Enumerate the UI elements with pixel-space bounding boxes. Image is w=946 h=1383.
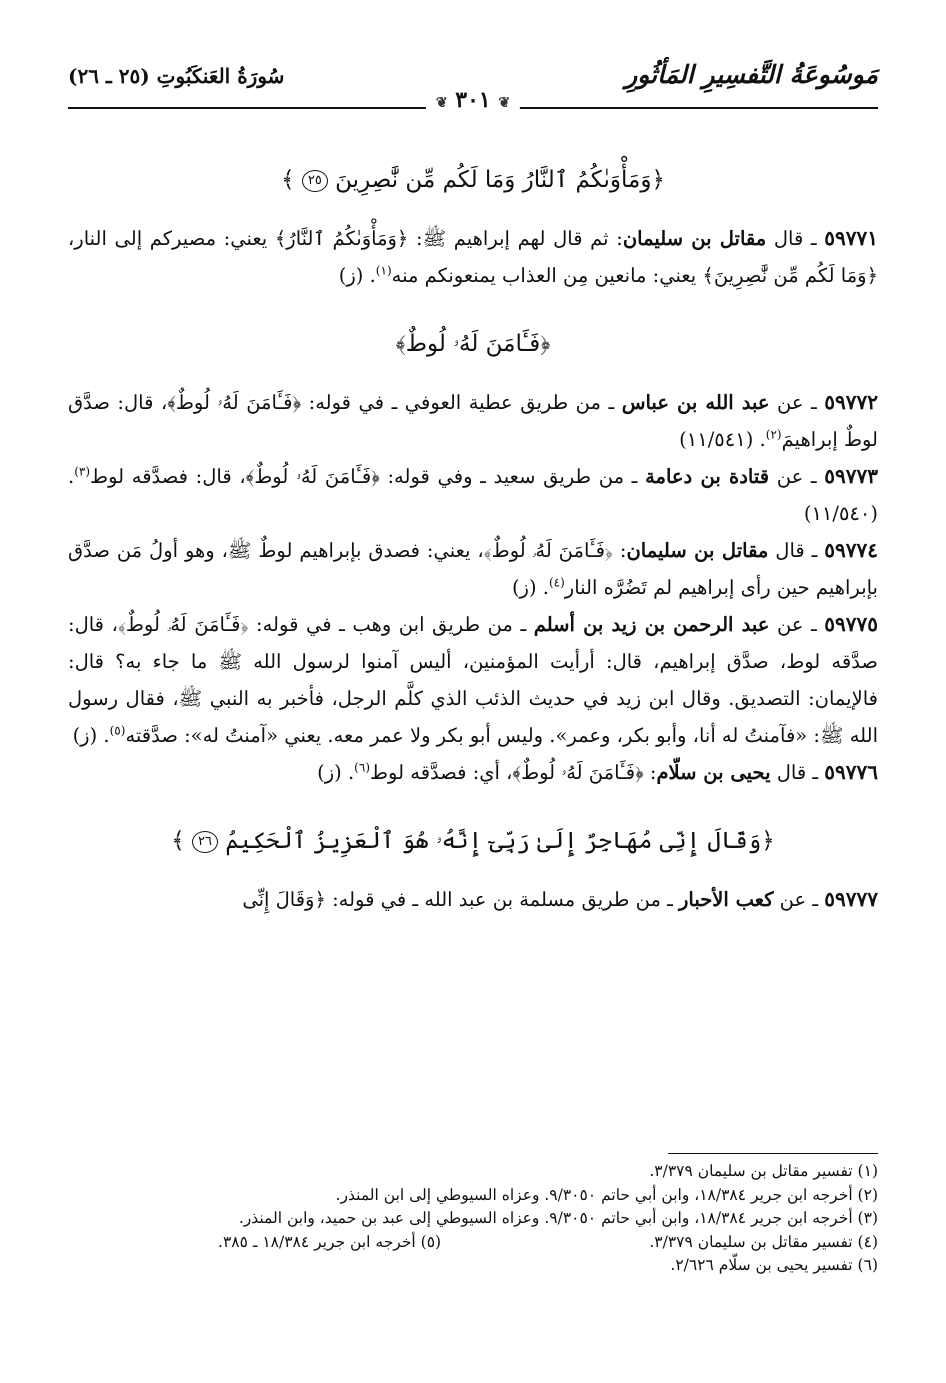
verse-text: ﴿وَمَأْوَىٰكُمُ ٱلنَّارُ وَمَا لَكُم مِّن نَّٰصِرِينَ <box>335 167 665 193</box>
entry-text: : ﴿فَـَٔامَنَ لَهُۥ لُوطٌ﴾، يعني: فصدق بإبراهيم لوطٌ ﷺ، وهو أولُ مَن صدَّق بإبراهيم حين رأى إبراهيم لم تَضُرَّه النار <box>68 539 878 599</box>
verse-heading <box>68 324 878 364</box>
surah-label: سُورَةُ العَنكَبُوتِ (٢٥ ـ ٢٦) <box>68 64 285 88</box>
verse-number: ٢٦ <box>192 831 218 853</box>
footnote-item: (٢) أخرجه ابن جرير ١٨/٣٨٤، وابن أبي حاتم ٩/٣٠٥٠. وعزاه السيوطي إلى ابن المنذر. <box>335 1185 878 1204</box>
footnote-ref[interactable]: (٣) <box>74 464 91 479</box>
entry-text: ـ من طريق مسلمة بن عبد الله ـ في قوله: ﴿وَقَالَ إِنِّى <box>242 888 680 911</box>
narrator-name: مقاتل بن سليمان <box>622 227 767 250</box>
entry-text: ـ من طريق سعيد ـ وفي قوله: ﴿فَـَٔامَنَ لَهُۥ لُوطٌ﴾، قال: فصدَّقه لوط <box>90 465 646 488</box>
footnote-item: (٥) أخرجه ابن جرير ١٨/٣٨٤ ـ ٣٨٥. <box>218 1232 442 1251</box>
book-page <box>68 55 878 1345</box>
entry-number: ٥٩٧٧٧ <box>824 887 878 911</box>
entry-tail: . (ز) <box>338 264 376 287</box>
narrator-name: كعب الأحبار <box>679 888 774 911</box>
entry-intro: ـ عن <box>769 465 825 488</box>
narrator-name: مقاتل بن سليمان <box>626 539 769 562</box>
verse-text: ﴿فَـَٔامَنَ لَهُۥ لُوطٌ﴾ <box>395 331 551 357</box>
entry-intro: ـ قال <box>766 227 825 250</box>
entry-text: ـ من طريق عطية العوفي ـ في قوله: ﴿فَـَٔامَنَ لَهُۥ لُوطٌ﴾، قال: صدَّق لوطٌ إبراهيمَ <box>68 391 878 451</box>
verse-heading <box>68 821 878 861</box>
entry-intro: ـ عن <box>773 888 825 911</box>
tafsir-entry <box>68 606 878 754</box>
footnote-ref[interactable]: (١) <box>375 263 392 278</box>
entry-intro: ـ قال <box>768 539 825 562</box>
footnote-ref[interactable]: (٥) <box>109 723 126 738</box>
narrator-name: يحيى بن سلّام <box>656 761 771 784</box>
tafsir-entry <box>68 458 878 532</box>
entry-intro: ـ عن <box>769 613 825 636</box>
footnote-item: (٤) تفسير مقاتل بن سليمان ٣/٣٧٩. <box>649 1232 878 1251</box>
narrator-name: عبد الرحمن بن زيد بن أسلم <box>533 613 770 636</box>
entry-number: ٥٩٧٧٤ <box>824 538 878 562</box>
entry-number: ٥٩٧٧٢ <box>824 390 878 414</box>
footnote-ref[interactable]: (٤) <box>548 575 565 590</box>
entry-intro: ـ عن <box>769 391 825 414</box>
narrator-name: قتادة بن دعامة <box>645 465 770 488</box>
footnote-ref[interactable]: (٦) <box>354 760 370 775</box>
ornament-icon: ❦ <box>435 95 448 111</box>
entry-text: : ﴿فَـَٔامَنَ لَهُۥ لُوطٌ﴾، أي: فصدَّقه لوط <box>370 761 657 784</box>
page-header <box>68 55 878 115</box>
entry-text: : ثم قال لهم إبراهيم ﷺ: ﴿وَمَأْوَىٰكُمُ ٱلنَّارُ﴾ يعني: مصيركم إلى النار، ﴿وَمَا لَكُم مِّن نَّٰصِرِينَ﴾ يعني: مانعين مِن العذاب يمنعونكم منه <box>68 227 878 287</box>
footnote-item: (٣) أخرجه ابن جرير ١٨/٣٨٤، وابن أبي حاتم ٩/٣٠٥٠. وعزاه السيوطي إلى عبد بن حميد، وابن المنذر. <box>238 1209 878 1227</box>
footnote-item: (١) تفسير مقاتل بن سليمان ٣/٣٧٩. <box>649 1162 878 1180</box>
page-number-text: ٣٠١ <box>455 87 491 113</box>
verse-number: ٢٥ <box>302 170 328 192</box>
verse-heading <box>68 160 878 200</box>
footnotes <box>68 1160 878 1278</box>
verse-text: ﴿وَقَالَ إِنِّى مُهَاجِرٌ إِلَىٰ رَبِّىٓ إِنَّهُۥ هُوَ ٱلْعَزِيزُ ٱلْحَكِيمُ <box>225 828 775 854</box>
footnote-divider <box>668 1153 878 1154</box>
entry-tail: . (١١/٥٤٠) <box>68 465 878 525</box>
entry-tail: . (١١/٥٤١) <box>679 428 766 451</box>
tafsir-entry <box>68 384 878 458</box>
footnote-pair <box>68 1231 878 1255</box>
footnote-ref[interactable]: (٢) <box>765 427 782 442</box>
entry-number: ٥٩٧٧٦ <box>824 760 878 784</box>
entry-number: ٥٩٧٧٥ <box>824 612 879 636</box>
tafsir-entry <box>68 220 878 294</box>
entry-text: ـ من طريق ابن وهب ـ في قوله: ﴿فَـَٔامَنَ لَهُۥ لُوطٌ﴾، قال: صدَّقه لوط، صدَّق إبراهيم، قال: أرأيت المؤمنين، أليس آمنوا لرسول الله ﷺ ما جاء به؟ قال: فالإيمان: التصديق. وقال ابن زيد في حديث الذئب الذي كلَّم الرجل، فأخبر به النبي ﷺ، فقال رسول الله ﷺ: «فآمنتُ له أنا، وأبو بكر، وعمر». وليس أبو بكر ولا عمر معه. يعني «آمنتُ له»: صدَّقته <box>68 613 878 747</box>
entry-tail: . (ز) <box>317 761 355 784</box>
entry-tail: . (ز) <box>511 576 549 599</box>
narrator-name: عبد الله بن عباس <box>621 391 770 414</box>
entry-number: ٥٩٧٧٣ <box>824 464 878 488</box>
tafsir-entry <box>68 754 878 791</box>
footnote-item: (٦) تفسير يحيى بن سلّام ٢/٦٢٦. <box>670 1256 878 1274</box>
page-body <box>68 160 878 918</box>
verse-close: ﴾ <box>281 167 295 193</box>
entry-intro: ـ قال <box>770 761 825 784</box>
book-title: مَوسُوعَةُ التَّفسِيرِ المَأثُورِ <box>625 60 878 89</box>
ornament-icon: ❦ <box>498 95 511 111</box>
page-number <box>426 87 520 113</box>
entry-number: ٥٩٧٧١ <box>824 226 878 250</box>
tafsir-entry <box>68 881 878 918</box>
entry-tail: . (ز) <box>72 724 110 747</box>
verse-close: ﴾ <box>171 828 185 854</box>
tafsir-entry <box>68 532 878 606</box>
